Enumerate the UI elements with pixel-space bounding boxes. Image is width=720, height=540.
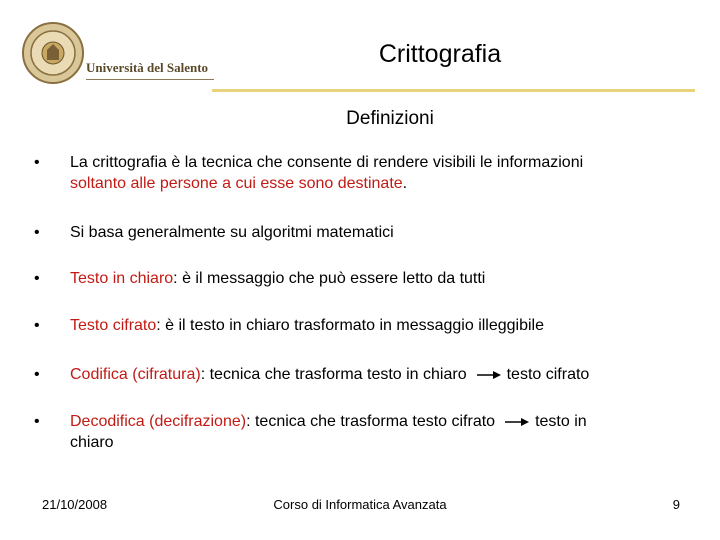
bullet-dot: • xyxy=(34,270,40,287)
bullet-text: : è il testo in chiaro trasformato in messaggio illeggibile xyxy=(156,317,545,334)
bullet-text: testo cifrato xyxy=(506,366,590,383)
logo-underline xyxy=(86,79,214,80)
right-arrow-icon xyxy=(477,371,501,379)
bullet-text: La crittografia è la tecnica che consente di rendere visibili le informazioni xyxy=(70,154,584,171)
bullet-text: . xyxy=(402,175,408,192)
right-arrow-icon xyxy=(505,418,529,426)
bullet-text: : è il messaggio che può essere letto da tutti xyxy=(173,270,486,287)
bullet-dot: • xyxy=(34,413,40,430)
bullet-dot: • xyxy=(34,366,40,383)
header-divider xyxy=(212,89,695,92)
bullet-text: testo in xyxy=(535,413,587,430)
highlight-text: soltanto alle persone a cui esse sono destinate xyxy=(70,175,403,192)
bullet-dot: • xyxy=(34,224,40,241)
slide-subtitle: Definizioni xyxy=(346,108,434,129)
bullet-dot: • xyxy=(34,154,40,171)
slide-title: Crittografia xyxy=(378,40,502,68)
university-name: Università del Salento xyxy=(86,60,209,75)
term-label: Decodifica (decifrazione) xyxy=(70,413,247,430)
term-label: Testo cifrato xyxy=(70,317,157,334)
footer-date: 21/10/2008 xyxy=(42,497,108,512)
bullet-text: : tecnica che trasforma testo cifrato xyxy=(246,413,496,430)
bullet-text: : tecnica che trasforma testo in chiaro xyxy=(200,366,467,383)
footer-course: Corso di Informatica Avanzata xyxy=(273,497,447,512)
term-label: Testo in chiaro xyxy=(70,270,174,287)
bullet-text: chiaro xyxy=(70,434,114,451)
page-number: 9 xyxy=(672,497,680,512)
bullet-dot: • xyxy=(34,317,40,334)
bullet-text: Si basa generalmente su algoritmi matematici xyxy=(70,224,394,241)
term-label: Codifica (cifratura) xyxy=(70,366,201,383)
university-seal-icon xyxy=(22,22,84,84)
